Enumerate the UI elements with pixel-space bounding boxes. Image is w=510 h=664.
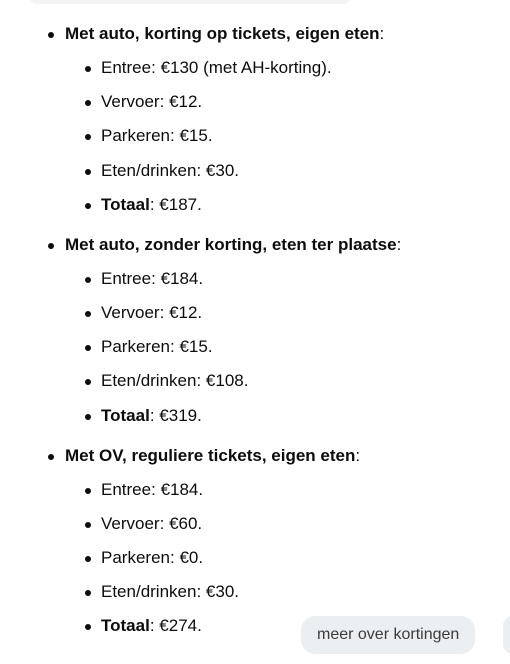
cost-label: Eten/drinken	[101, 582, 197, 602]
suggestion-chip-meer-over-kortingen[interactable]: meer over kortingen	[301, 616, 475, 654]
scenario-heading-text: Met OV, reguliere tickets, eigen eten	[65, 445, 356, 465]
cost-total-value: €187.	[159, 194, 202, 214]
cost-total-label: Totaal	[101, 405, 150, 425]
cost-item-parkeren	[101, 544, 510, 572]
cost-item-eten-drinken	[101, 157, 510, 185]
cost-value: €184.	[160, 479, 204, 499]
cost-value: €130 (met AH-korting).	[160, 58, 332, 77]
label-separator: :	[149, 405, 155, 425]
scenario-heading	[65, 231, 510, 259]
previous-message-edge	[30, 0, 350, 4]
cost-item-entree	[101, 476, 510, 504]
cost-item-totaal	[101, 191, 510, 219]
label-separator: :	[159, 302, 165, 322]
label-separator: :	[159, 513, 165, 533]
cost-item-parkeren	[101, 333, 510, 361]
heading-separator: :	[379, 24, 385, 43]
label-separator: :	[151, 58, 156, 77]
cost-item-eten-drinken	[101, 367, 510, 395]
cost-breakdown-list	[65, 265, 510, 430]
cost-label: Parkeren	[101, 126, 170, 146]
cost-value: €30.	[205, 160, 240, 180]
cost-value: €108.	[205, 371, 249, 391]
cost-item-parkeren	[101, 122, 510, 150]
cost-value: €60.	[169, 513, 203, 533]
scenario-heading-text: Met auto, zonder korting, eten ter plaatse	[65, 234, 397, 254]
cost-label: Eten/drinken	[101, 371, 197, 391]
label-separator: :	[169, 126, 175, 146]
cost-label: Entree	[101, 268, 152, 288]
scenario-list-item	[0, 231, 510, 430]
cost-total-label: Totaal	[101, 616, 150, 636]
cost-value: €12.	[169, 302, 203, 322]
cost-value: €15.	[179, 126, 213, 146]
scenario-list-item	[0, 20, 510, 219]
cost-total-value: €274.	[159, 616, 202, 636]
cost-item-totaal	[101, 402, 510, 430]
cost-label: Parkeren	[101, 547, 170, 567]
cost-item-vervoer	[101, 510, 510, 538]
cost-item-vervoer	[101, 88, 510, 116]
label-separator: :	[149, 616, 155, 636]
label-separator: :	[151, 479, 156, 499]
label-separator: :	[196, 582, 202, 602]
label-separator: :	[169, 547, 175, 567]
next-suggestion-chip-edge[interactable]	[503, 616, 510, 654]
cost-label: Vervoer	[101, 92, 160, 112]
cost-label: Entree	[101, 58, 152, 77]
cost-value: €12.	[169, 92, 203, 112]
label-separator: :	[151, 268, 156, 288]
label-separator: :	[159, 92, 165, 112]
cost-item-eten-drinken	[101, 578, 510, 606]
cost-scenario-list	[0, 20, 510, 646]
scenario-heading	[65, 20, 510, 48]
label-separator: :	[196, 160, 202, 180]
cost-item-entree	[101, 265, 510, 293]
cost-value: €0.	[179, 547, 204, 567]
cost-breakdown-list	[65, 54, 510, 219]
cost-item-vervoer	[101, 299, 510, 327]
cost-label: Vervoer	[101, 513, 160, 533]
cost-label: Entree	[101, 479, 152, 499]
scenario-heading	[65, 442, 510, 470]
cost-total-value: €319.	[159, 405, 202, 425]
label-separator: :	[149, 194, 155, 214]
cost-label: Parkeren	[101, 337, 170, 357]
label-separator: :	[169, 337, 175, 357]
heading-separator: :	[355, 445, 361, 465]
cost-label: Vervoer	[101, 302, 160, 322]
heading-separator: :	[396, 234, 402, 254]
label-separator: :	[196, 371, 202, 391]
scenario-heading-text: Met auto, korting op tickets, eigen eten	[65, 24, 380, 43]
cost-total-label: Totaal	[101, 194, 150, 214]
cost-label: Eten/drinken	[101, 160, 197, 180]
scenario-list-item	[0, 442, 510, 641]
cost-value: €184.	[160, 268, 204, 288]
cost-value: €30.	[205, 582, 240, 602]
cost-value: €15.	[179, 337, 213, 357]
cost-item-entree	[101, 54, 510, 82]
